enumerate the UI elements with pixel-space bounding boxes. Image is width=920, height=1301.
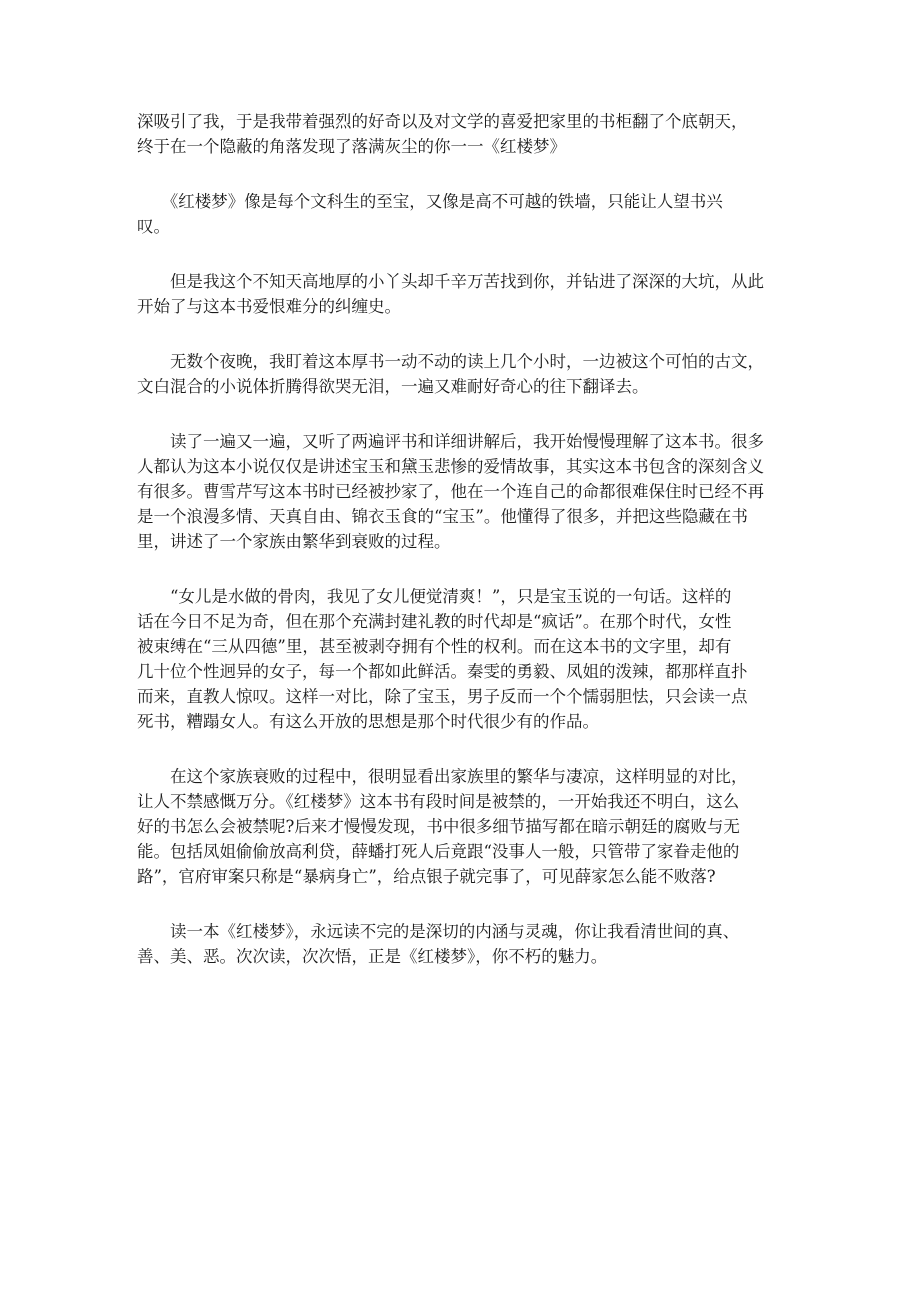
text-line: 能。包括凤姐偷偷放高利贷，薛蟠打死人后竟跟“没事人一般，只管带了家眷走他的 (137, 842, 740, 861)
paragraph-1 (137, 109, 797, 159)
paragraph-6 (137, 584, 797, 734)
text-line: 而来，直教人惊叹。这样一对比，除了宝玉，男子反而一个个懦弱胆怯，只会读一点 (137, 687, 748, 706)
text-line: 有很多。曹雪芹写这本书时已经被抄家了，他在一个连自己的命都很难保住时已经不再 (137, 482, 764, 501)
text-line: 在这个家族衰败的过程中，很明显看出家族里的繁华与凄凉，这样明显的对比， (137, 767, 748, 786)
document-page (137, 109, 797, 999)
text-line: “女儿是水做的骨肉，我见了女儿便觉清爽！”，只是宝玉说的一句话。这样的 (137, 587, 732, 606)
text-line: 终于在一个隐蔽的角落发现了落满灰尘的你一一《红楼梦》 (137, 137, 566, 156)
text-line: 是一个浪漫多情、天真自由、锦衣玉食的“宝玉”。他懂得了很多，并把这些隐藏在书 (137, 507, 748, 526)
text-line: 话在今日不足为奇，但在那个充满封建礼教的时代却是“疯话”。在那个时代，女性 (137, 612, 732, 631)
text-line: 路”，官府审案只称是“暴病身亡”，给点银子就完事了，可见薛家怎么能不败落? (137, 867, 716, 886)
text-line: 但是我这个不知天高地厚的小丫头却千辛万苦找到你，并钻进了深深的大坑，从此 (137, 272, 764, 291)
text-line: 文白混合的小说体折腾得欲哭无泪，一遍又难耐好奇心的往下翻译去。 (137, 377, 649, 396)
text-line: 善、美、恶。次次读，次次悟，正是《红楼梦》，你不朽的魅力。 (137, 947, 608, 966)
text-line: 叹。 (137, 217, 170, 236)
text-line: 深吸引了我，于是我带着强烈的好奇以及对文学的喜爱把家里的书柜翻了个底朝天， (137, 112, 748, 131)
text-line: 《红楼梦》像是每个文科生的至宝，又像是高不可越的铁墙，只能让人望书兴 (137, 192, 723, 211)
text-line: 好的书怎么会被禁呢?后来才慢慢发现，书中很多细节描写都在暗示朝廷的腐败与无 (137, 817, 740, 836)
text-line: 读了一遍又一遍，又听了两遍评书和详细讲解后，我开始慢慢理解了这本书。很多 (137, 432, 764, 451)
text-line: 无数个夜晚，我盯着这本厚书一动不动的读上几个小时，一边被这个可怕的古文， (137, 352, 764, 371)
text-line: 人都认为这本小说仅仅是讲述宝玉和黛玉悲惨的爱情故事，其实这本书包含的深刻含义 (137, 457, 764, 476)
text-line: 几十位个性迥异的女子，每一个都如此鲜活。秦雯的勇毅、凤姐的泼辣，都那样直扑 (137, 662, 748, 681)
text-line: 里，讲述了一个家族由繁华到衰败的过程。 (137, 532, 451, 551)
text-line: 开始了与这本书爱恨难分的纠缠史。 (137, 297, 401, 316)
text-line: 被束缚在“三从四德”里，甚至被剥夺拥有个性的权利。而在这本书的文字里，却有 (137, 637, 732, 656)
text-line: 读一本《红楼梦》，永远读不完的是深切的内涵与灵魂，你让我看清世间的真、 (137, 922, 740, 941)
paragraph-8 (137, 919, 797, 969)
paragraph-2 (137, 189, 797, 239)
text-line: 让人不禁感慨万分。《红楼梦》这本书有段时间是被禁的，一开始我还不明白，这么 (137, 792, 740, 811)
paragraph-7 (137, 764, 797, 889)
text-line: 死书，糟蹋女人。有这么开放的思想是那个时代很少有的作品。 (137, 712, 599, 731)
paragraph-4 (137, 349, 797, 399)
paragraph-3 (137, 269, 797, 319)
paragraph-5 (137, 429, 797, 554)
